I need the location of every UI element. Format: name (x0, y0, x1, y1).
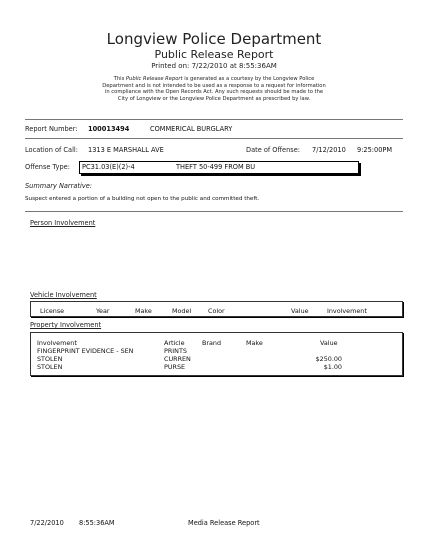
vehicle-col-year: Year (96, 307, 110, 315)
disclaimer-italic: Public Release Report (125, 76, 183, 82)
vehicle-involvement-heading: Vehicle Involvement (30, 291, 97, 299)
property-col-involvement: Involvement (37, 339, 77, 347)
report-title: Public Release Report (154, 48, 274, 61)
offense-code: PC31.03(E)(2)-4 (82, 163, 135, 171)
divider-top (25, 119, 403, 120)
location-label: Location of Call: (25, 146, 78, 154)
property-row-article: PURSE (164, 363, 186, 371)
report-type-value: COMMERICAL BURGLARY (150, 125, 233, 133)
property-involvement-heading: Property Involvement (30, 321, 102, 329)
property-row-value: $250.00 (315, 355, 342, 363)
offense-description: THEFT 50-499 FROM BU (176, 163, 256, 171)
property-row-involvement: STOLEN (37, 363, 63, 371)
printed-on: Printed on: 7/22/2010 at 8:55:36AM (151, 62, 277, 70)
department-title: Longview Police Department (106, 30, 322, 48)
property-row-article: CURREN (164, 355, 191, 363)
vehicle-col-make: Make (135, 307, 152, 315)
disclaimer-pre: This (113, 76, 126, 82)
disclaimer (100, 76, 328, 102)
property-row-involvement: FINGERPRINT EVIDENCE - SEN (37, 347, 134, 355)
footer-title: Media Release Report (188, 519, 260, 527)
vehicle-col-involvement: Involvement (327, 307, 367, 315)
footer-time: 8:55:36AM (79, 519, 115, 527)
property-row-value: $1.00 (323, 363, 342, 371)
property-col-value: Value (320, 339, 338, 347)
vehicle-col-license: License (40, 307, 65, 315)
offense-type-label: Offense Type: (25, 163, 70, 171)
date-of-offense-label: Date of Offense: (246, 146, 300, 154)
location-value: 1313 E MARSHALL AVE (88, 146, 164, 154)
summary-narrative-text: Suspect entered a portion of a building not open to the public and committed theft. (25, 196, 260, 202)
disclaimer-post: is generated as a courtesy by the Longview Police Department and is not intended to be used as a response to a request for information in compliance with the Open Records Act. Any such requests should be made to the City of Longview or the Longview Police Department as prescribed by law. (102, 76, 326, 102)
footer-date: 7/22/2010 (30, 519, 64, 527)
time-of-offense-value: 9:25:00PM (357, 146, 393, 154)
property-col-brand: Brand (202, 339, 222, 347)
property-col-make: Make (246, 339, 263, 347)
divider-report (25, 138, 403, 139)
divider-narrative (25, 211, 403, 212)
vehicle-col-color: Color (208, 307, 225, 315)
person-involvement-heading: Person Involvement (30, 219, 96, 227)
property-row-involvement: STOLEN (37, 355, 63, 363)
property-col-article: Article (164, 339, 185, 347)
report-number-value: 100013494 (88, 125, 130, 133)
vehicle-col-value: Value (291, 307, 309, 315)
summary-narrative-label: Summary Narrative: (25, 182, 92, 190)
vehicle-col-model: Model (172, 307, 192, 315)
report-number-label: Report Number: (25, 125, 78, 133)
property-row-article: PRINTS (164, 347, 187, 355)
date-of-offense-value: 7/12/2010 (312, 146, 346, 154)
